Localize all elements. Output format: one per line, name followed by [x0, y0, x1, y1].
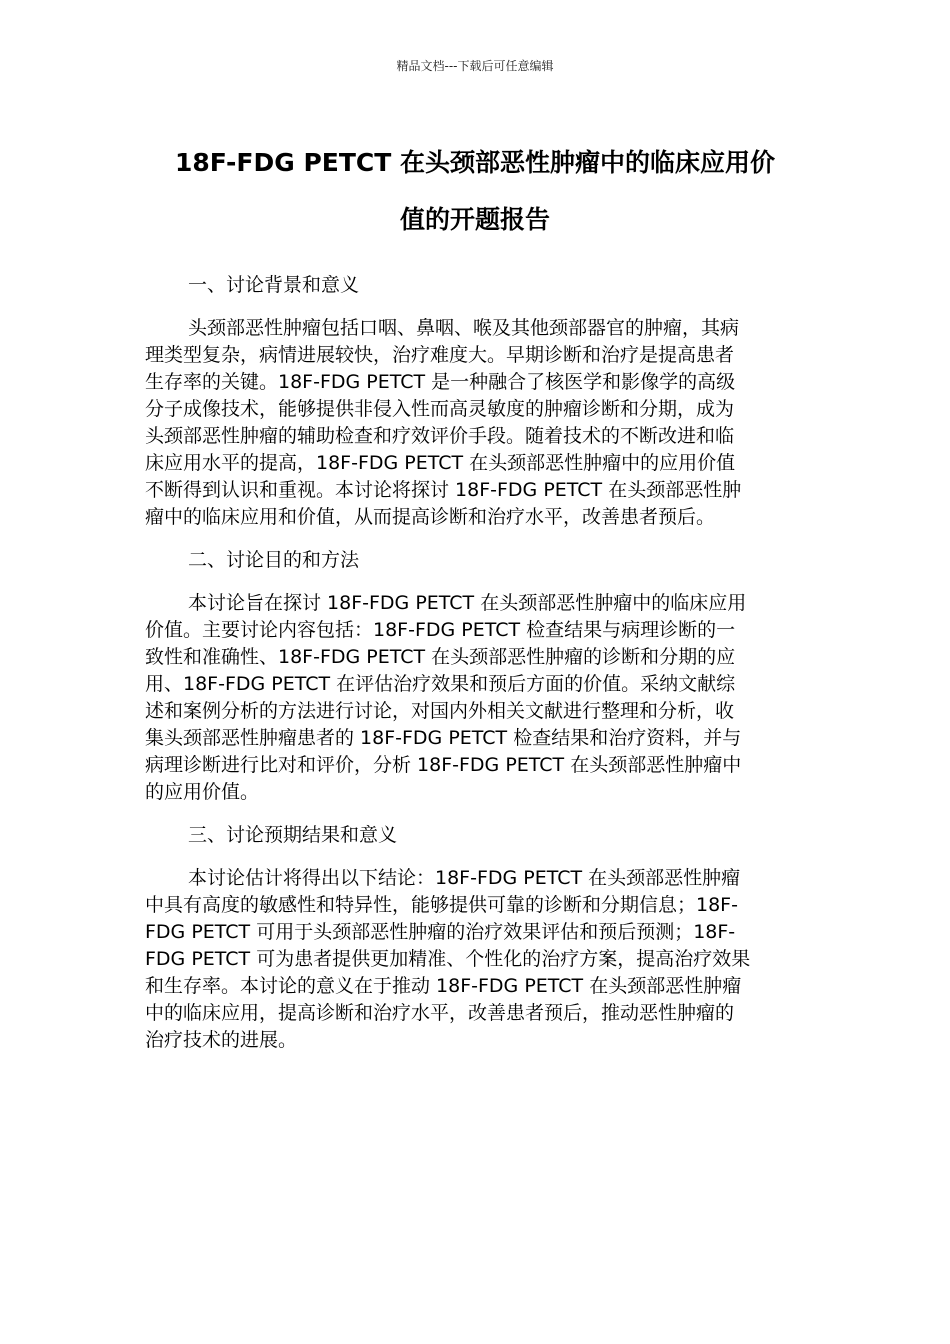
section-paragraph-background: [145, 315, 807, 531]
paragraph-line: 头颈部恶性肿瘤的辅助检查和疗效评价手段。随着技术的不断改进和临: [145, 425, 735, 447]
paragraph-line: FDG PETCT 可用于头颈部恶性肿瘤的治疗效果评估和预后预测；18F-: [145, 921, 736, 943]
paragraph-line: 中的临床应用，提高诊断和治疗水平，改善患者预后，推动恶性肿瘤的: [145, 1002, 735, 1024]
paragraph-line: 不断得到认识和重视。本讨论将探讨 18F-FDG PETCT 在头颈部恶性肿: [145, 479, 742, 501]
paragraph-line: 治疗技术的进展。: [145, 1029, 298, 1051]
section-heading-purpose-method: 二、讨论目的和方法: [188, 549, 360, 571]
paragraph-line: 述和案例分析的方法进行讨论，对国内外相关文献进行整理和分析，收: [145, 700, 735, 722]
paragraph-line: 床应用水平的提高，18F-FDG PETCT 在头颈部恶性肿瘤中的应用价值: [145, 452, 736, 474]
paragraph-line: 价值。主要讨论内容包括：18F-FDG PETCT 检查结果与病理诊断的一: [145, 619, 736, 641]
section-paragraph-expected-results: [145, 865, 807, 1054]
paragraph-line: 中具有高度的敏感性和特异性，能够提供可靠的诊断和分期信息；18F-: [145, 894, 738, 916]
paragraph-line: 病理诊断进行比对和评价，分析 18F-FDG PETCT 在头颈部恶性肿瘤中: [145, 754, 742, 776]
section-heading-background: 一、讨论背景和意义: [188, 274, 360, 296]
header-note: 精品文档---下载后可任意编辑: [396, 59, 554, 73]
paragraph-line: 头颈部恶性肿瘤包括口咽、鼻咽、喉及其他颈部器官的肿瘤，其病: [188, 317, 740, 339]
paragraph-line: 分子成像技术，能够提供非侵入性而高灵敏度的肿瘤诊断和分期，成为: [145, 398, 735, 420]
section-paragraph-purpose-method: [145, 590, 807, 806]
paragraph-line: 瘤中的临床应用和价值，从而提高诊断和治疗水平，改善患者预后。: [145, 506, 716, 528]
paragraph-line: 和生存率。本讨论的意义在于推动 18F-FDG PETCT 在头颈部恶性肿瘤: [145, 975, 742, 997]
paragraph-line: 致性和准确性、18F-FDG PETCT 在头颈部恶性肿瘤的诊断和分期的应: [145, 646, 736, 668]
title-line: 18F-FDG PETCT 在头颈部恶性肿瘤中的临床应用价: [174, 148, 776, 177]
paragraph-line: 的应用价值。: [145, 781, 260, 803]
paragraph-line: 生存率的关键。18F-FDG PETCT 是一种融合了核医学和影像学的高级: [145, 371, 736, 393]
paragraph-line: 用、18F-FDG PETCT 在评估治疗效果和预后方面的价值。采纳文献综: [145, 673, 736, 695]
paragraph-line: 本讨论估计将得出以下结论：18F-FDG PETCT 在头颈部恶性肿瘤: [188, 867, 741, 889]
paragraph-line: FDG PETCT 可为患者提供更加精准、个性化的治疗方案，提高治疗效果: [145, 948, 751, 970]
title-line: 值的开题报告: [399, 205, 550, 234]
paragraph-line: 本讨论旨在探讨 18F-FDG PETCT 在头颈部恶性肿瘤中的临床应用: [188, 592, 747, 614]
paragraph-line: 集头颈部恶性肿瘤患者的 18F-FDG PETCT 检查结果和治疗资料，并与: [145, 727, 742, 749]
section-heading-expected-results: 三、讨论预期结果和意义: [188, 824, 398, 846]
paragraph-line: 理类型复杂，病情进展较快，治疗难度大。早期诊断和治疗是提高患者: [145, 344, 735, 366]
document-title: [130, 134, 820, 248]
